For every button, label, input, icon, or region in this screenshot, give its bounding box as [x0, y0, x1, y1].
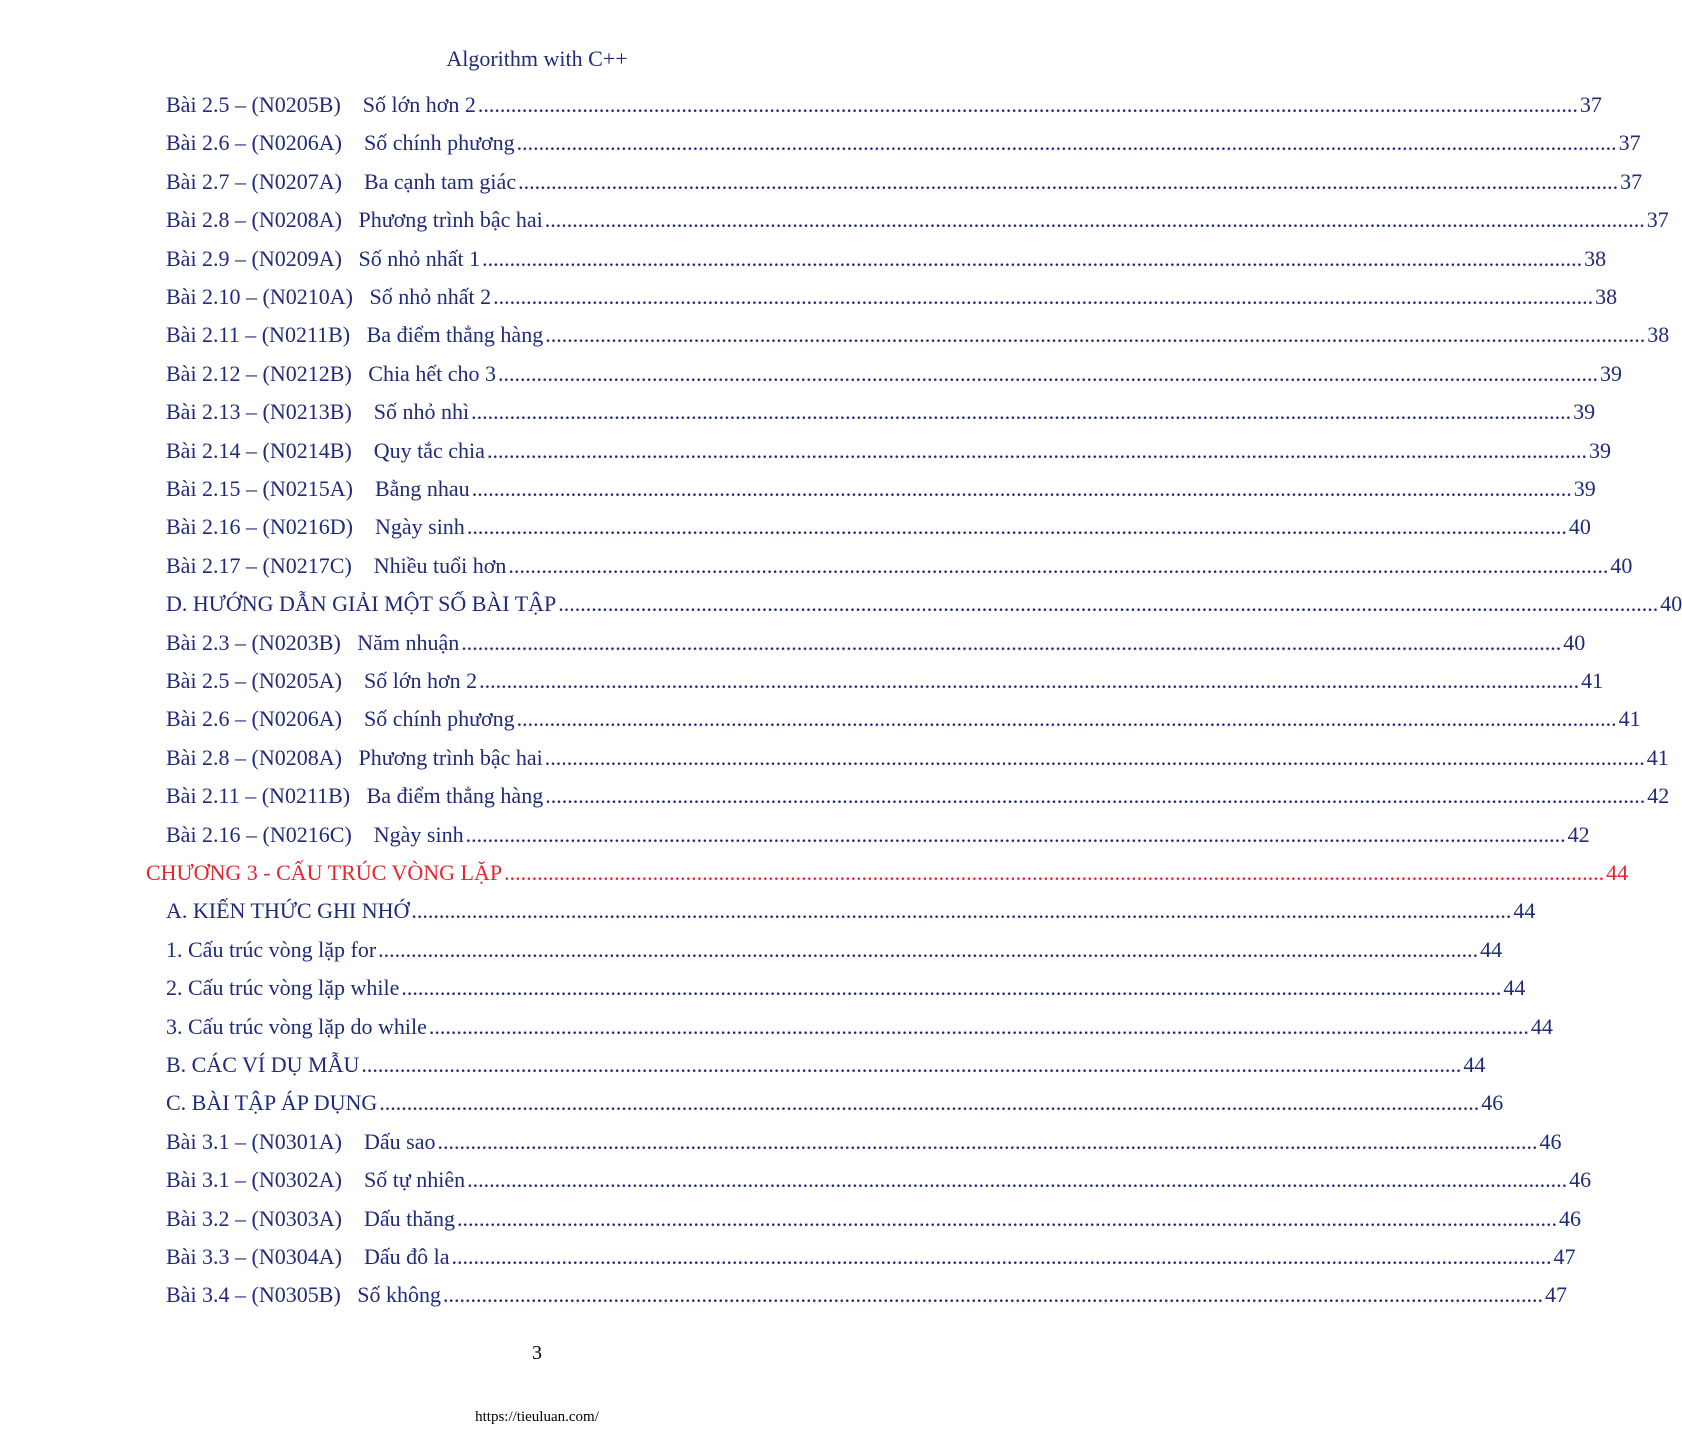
toc-entry-label: Bài 2.6 – (N0206A) Số chính phương	[166, 706, 515, 732]
toc-entry[interactable]	[166, 245, 1607, 276]
dot-leader: ........................................................................................................................................................................................................	[545, 783, 1646, 809]
toc-entry-page: 37	[1618, 130, 1641, 156]
toc-entry-label: Bài 2.5 – (N0205B) Số lớn hơn 2	[166, 92, 476, 117]
toc-entry-label: Bài 2.16 – (N0216C) Ngày sinh	[166, 821, 464, 847]
toc-entry-page: 41	[1581, 668, 1604, 693]
toc-entry[interactable]	[166, 1244, 1576, 1274]
dot-leader: ........................................................................................................................................................................................................	[497, 360, 1598, 386]
toc-entry-label: Bài 2.8 – (N0208A) Phương trình bậc hai	[166, 744, 543, 770]
toc-entry[interactable]	[166, 1090, 1504, 1120]
dot-leader: ........................................................................................................................................................................................................	[558, 591, 1659, 617]
dot-leader: ........................................................................................................................................................................................................	[401, 975, 1502, 1001]
toc-entry-label: Bài 2.15 – (N0215A) Bằng nhau	[166, 476, 470, 501]
toc-entry-page: 44	[1606, 860, 1629, 885]
toc-entry-page: 39	[1588, 437, 1611, 463]
page-number: 3	[532, 1342, 542, 1364]
toc-entry-page: 37	[1579, 92, 1602, 117]
toc-entry-page: 40	[1660, 591, 1682, 617]
toc-entry-page: 41	[1618, 706, 1641, 732]
dot-leader: ........................................................................................................................................................................................................	[544, 207, 1645, 233]
dot-leader: ........................................................................................................................................................................................................	[508, 552, 1609, 578]
dot-leader: ........................................................................................................................................................................................................	[457, 1205, 1558, 1231]
toc-entry-page: 39	[1573, 399, 1596, 425]
toc-entry-page: 40	[1568, 514, 1591, 540]
toc-chapter-entry[interactable]	[146, 860, 1629, 890]
toc-entry[interactable]	[166, 1282, 1567, 1312]
dot-leader: ........................................................................................................................................................................................................	[504, 860, 1605, 885]
dot-leader: ........................................................................................................................................................................................................	[544, 744, 1645, 770]
toc-entry[interactable]	[166, 92, 1602, 122]
toc-entry[interactable]	[166, 629, 1586, 660]
toc-entry-label: Bài 2.5 – (N0205A) Số lớn hơn 2	[166, 668, 478, 693]
toc-entry-label: CHƯƠNG 3 - CẤU TRÚC VÒNG LẶP	[146, 860, 503, 885]
toc-entry-page: 47	[1553, 1244, 1576, 1269]
toc-entry-label: D. HƯỚNG DẪN GIẢI MỘT SỐ BÀI TẬP	[166, 591, 557, 617]
dot-leader: ........................................................................................................................................................................................................	[471, 476, 1572, 501]
dot-leader: ........................................................................................................................................................................................................	[479, 668, 1580, 693]
dot-leader: ........................................................................................................................................................................................................	[411, 898, 1512, 924]
toc-entry-label: Bài 3.1 – (N0302A) Số tự nhiên	[166, 1167, 466, 1193]
toc-entry-page: 39	[1573, 476, 1596, 501]
dot-leader: ........................................................................................................................................................................................................	[467, 1167, 1568, 1193]
toc-entry[interactable]	[166, 514, 1591, 544]
toc-entry[interactable]	[166, 1167, 1592, 1197]
toc-entry[interactable]	[166, 898, 1536, 928]
dot-leader: ........................................................................................................................................................................................................	[477, 92, 1578, 117]
toc-entry-label: A. KIẾN THỨC GHI NHỚ	[166, 898, 410, 924]
toc-entry[interactable]	[166, 821, 1590, 852]
dot-leader: ........................................................................................................................................................................................................	[379, 1090, 1480, 1116]
toc-entry-page: 38	[1647, 322, 1670, 348]
toc-entry[interactable]	[166, 975, 1526, 1005]
dot-leader: ........................................................................................................................................................................................................	[428, 1013, 1529, 1039]
toc-entry[interactable]	[166, 437, 1611, 468]
dot-leader: ........................................................................................................................................................................................................	[516, 130, 1617, 156]
toc-entry-page: 44	[1463, 1052, 1486, 1077]
toc-entry[interactable]	[166, 360, 1622, 391]
toc-entry-page: 40	[1563, 629, 1586, 655]
toc-entry-page: 42	[1647, 783, 1670, 809]
toc-entry[interactable]	[166, 783, 1670, 813]
toc-entry[interactable]	[166, 668, 1604, 698]
toc-entry-page: 41	[1646, 744, 1669, 770]
dot-leader: ........................................................................................................................................................................................................	[443, 1282, 1543, 1308]
toc-entry-page: 39	[1599, 360, 1622, 386]
toc-entry[interactable]	[166, 552, 1633, 583]
toc-entry[interactable]	[166, 207, 1669, 237]
toc-entry[interactable]	[166, 744, 1669, 775]
toc-entry-page: 37	[1646, 207, 1669, 233]
toc-entry-page: 47	[1545, 1282, 1567, 1308]
toc-entry[interactable]	[166, 476, 1596, 506]
toc-entry-label: Bài 3.4 – (N0305B) Số không	[166, 1282, 441, 1308]
toc-entry-label: C. BÀI TẬP ÁP DỤNG	[166, 1090, 378, 1116]
toc-entry[interactable]	[166, 706, 1641, 736]
toc-entry[interactable]	[166, 1128, 1562, 1159]
toc-entry[interactable]	[166, 130, 1641, 160]
toc-entry-label: 2. Cấu trúc vòng lặp while	[166, 975, 400, 1001]
dot-leader: ........................................................................................................................................................................................................	[493, 284, 1594, 309]
toc-entry-label: Bài 2.17 – (N0217C) Nhiều tuổi hơn	[166, 552, 507, 578]
toc-entry-page: 37	[1620, 168, 1643, 194]
toc-entry[interactable]	[166, 1205, 1582, 1236]
toc-entry-page: 44	[1530, 1013, 1553, 1039]
dot-leader: ........................................................................................................................................................................................................	[465, 821, 1566, 847]
toc-entry-label: Bài 2.9 – (N0209A) Số nhỏ nhất 1	[166, 245, 481, 271]
toc-entry[interactable]	[166, 936, 1503, 967]
toc-entry-label: Bài 2.12 – (N0212B) Chia hết cho 3	[166, 360, 496, 386]
toc-entry-label: Bài 2.11 – (N0211B) Ba điểm thẳng hàng	[166, 783, 544, 809]
toc-entry-label: Bài 2.8 – (N0208A) Phương trình bậc hai	[166, 207, 543, 233]
toc-entry-page: 38	[1584, 245, 1607, 271]
footer-url[interactable]: https://tieuluan.com/	[475, 1409, 599, 1425]
toc-entry-page: 46	[1569, 1167, 1592, 1193]
toc-entry-label: Bài 2.13 – (N0213B) Số nhỏ nhì	[166, 399, 470, 425]
toc-entry-page: 46	[1539, 1128, 1562, 1154]
toc-entry-label: Bài 2.16 – (N0216D) Ngày sinh	[166, 514, 465, 540]
toc-entry-page: 44	[1480, 936, 1503, 962]
toc-entry[interactable]	[166, 322, 1670, 352]
toc-entry-label: Bài 2.3 – (N0203B) Năm nhuận	[166, 629, 460, 655]
toc-entry-label: 1. Cấu trúc vòng lặp for	[166, 936, 377, 962]
dot-leader: ........................................................................................................................................................................................................	[437, 1128, 1538, 1154]
toc-entry-label: B. CÁC VÍ DỤ MẪU	[166, 1052, 360, 1077]
dot-leader: ........................................................................................................................................................................................................	[482, 245, 1583, 271]
toc-entry-page: 46	[1559, 1205, 1582, 1231]
toc-entry-label: Bài 2.11 – (N0211B) Ba điểm thẳng hàng	[166, 322, 544, 348]
toc-entry[interactable]	[166, 399, 1596, 429]
dot-leader: ........................................................................................................................................................................................................	[378, 936, 1479, 962]
toc-entry-page: 44	[1513, 898, 1536, 924]
dot-leader: ........................................................................................................................................................................................................	[545, 322, 1646, 348]
dot-leader: ........................................................................................................................................................................................................	[516, 706, 1617, 732]
running-header: Algorithm with C++	[446, 46, 628, 71]
toc-entry-page: 46	[1481, 1090, 1504, 1116]
toc-entry-label: Bài 3.3 – (N0304A) Dấu đô la	[166, 1244, 450, 1269]
toc-entry-page: 40	[1610, 552, 1633, 578]
dot-leader: ........................................................................................................................................................................................................	[361, 1052, 1462, 1077]
toc-entry[interactable]	[166, 168, 1643, 199]
dot-leader: ........................................................................................................................................................................................................	[461, 629, 1562, 655]
toc-entry-label: Bài 2.14 – (N0214B) Quy tắc chia	[166, 437, 485, 463]
dot-leader: ........................................................................................................................................................................................................	[466, 514, 1567, 540]
toc-entry-label: 3. Cấu trúc vòng lặp do while	[166, 1013, 427, 1039]
toc-entry[interactable]	[166, 284, 1618, 314]
toc-entry-label: Bài 2.6 – (N0206A) Số chính phương	[166, 130, 515, 156]
toc-entry-page: 44	[1503, 975, 1526, 1001]
dot-leader: ........................................................................................................................................................................................................	[518, 168, 1619, 194]
toc-entry[interactable]	[166, 591, 1682, 621]
toc-entry-page: 42	[1567, 821, 1590, 847]
toc-entry-page: 38	[1595, 284, 1618, 309]
toc-entry-label: Bài 3.2 – (N0303A) Dấu thăng	[166, 1205, 456, 1231]
dot-leader: ........................................................................................................................................................................................................	[451, 1244, 1552, 1269]
dot-leader: ........................................................................................................................................................................................................	[471, 399, 1572, 425]
toc-entry-label: Bài 2.10 – (N0210A) Số nhỏ nhất 2	[166, 284, 492, 309]
toc-entry-label: Bài 3.1 – (N0301A) Dấu sao	[166, 1128, 436, 1154]
dot-leader: ........................................................................................................................................................................................................	[486, 437, 1587, 463]
toc-entry-label: Bài 2.7 – (N0207A) Ba cạnh tam giác	[166, 168, 517, 194]
toc-entry[interactable]	[166, 1013, 1553, 1044]
toc-entry[interactable]	[166, 1052, 1486, 1082]
